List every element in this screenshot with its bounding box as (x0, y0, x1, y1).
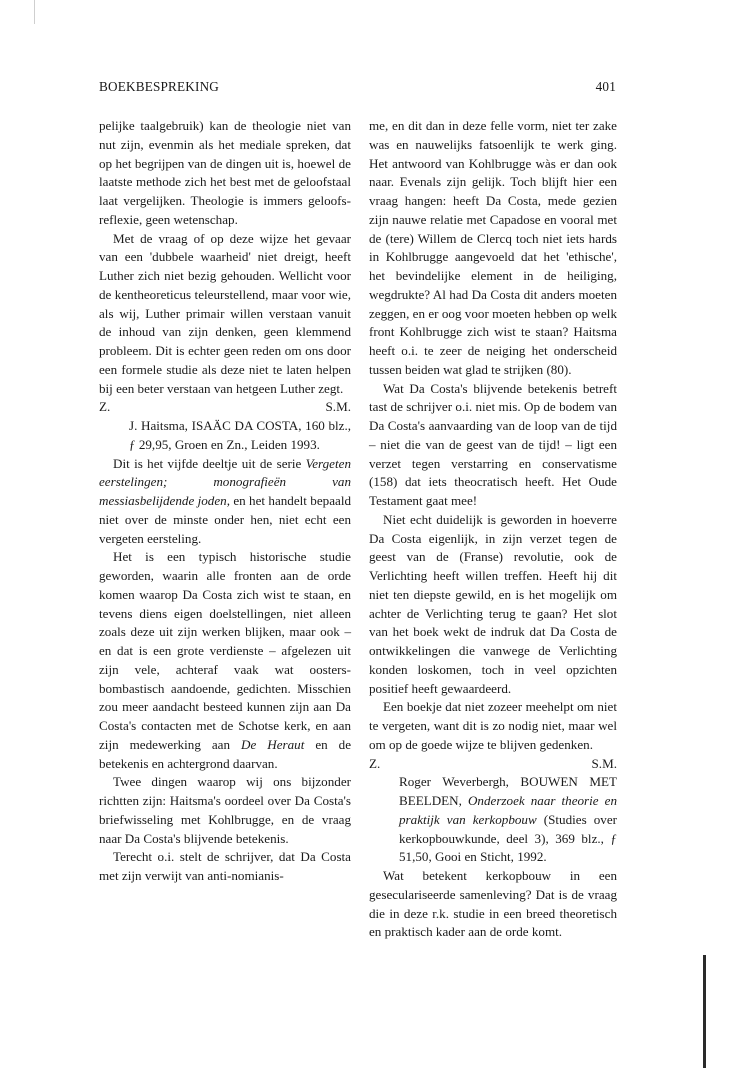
right-column (369, 117, 617, 942)
book-subtitle: Onderzoek naar theorie en praktijk van kerkopbouw (399, 793, 618, 827)
scan-edge-mark (703, 955, 706, 1068)
paragraph: Wat betekent kerkopbouw in een geseculariseerde samenleving? Dat is de vraag die in deze r.k. studie in een breed theoretisch en praktisch kader aan de orde komt. (369, 868, 617, 940)
paragraph: Terecht o.i. stelt de schrijver, dat Da Costa met zijn verwijt van anti-nomianis- (99, 849, 351, 883)
text-run: (Studies over kerkopbouwkunde, deel 3), 369 blz., ƒ 51,50, Gooi en Sticht, 1992. (399, 811, 617, 865)
left-column (99, 117, 351, 886)
paragraph (99, 548, 351, 773)
signature-initials: S.M. (591, 755, 617, 771)
scan-edge-mark (34, 0, 35, 24)
signature-place: Z. (99, 399, 111, 415)
periodical-title: De Heraut (241, 736, 305, 752)
paragraph: Wat Da Costa's blijvende betekenis betreft tast de schrijver o.i. niet mis. Op de bodem van Da Costa's aanvaarding van de loop van de tijd – niet die van de geest van de tijd! – ligt een verzet tegen verstarring en conservatisme (158) dat iets theocratisch heeft. Het Oude Testament gaat mee! (369, 380, 617, 508)
review-signature (369, 755, 617, 774)
text-run: Dit is het vijfde deeltje uit de serie (113, 455, 306, 471)
text-run: en het handelt bepaald niet over de minste onder hen, niet echt een vergeten eersteling. (99, 493, 352, 546)
paragraph: Twee dingen waarop wij ons bijzonder richtten zijn: Haitsma's oordeel over Da Costa's briefwisseling met Kohlbrugge, en de vraag naar Da Costa's blijvende betekenis. (99, 774, 351, 846)
text-run: Het is een typisch historische studie geworden, waarin alle fronten aan de orde komen waarop Da Costa zich wist te staan, en tevens diens eigen doelstellingen, niet alleen zoals deze uit zijn werken blijken, maar ook – en dat is een grote verdienste – afgelezen uit zijn vele, achteraf vaak wat oosters-bombastisch aandoende, gedichten. Misschien zou meer aandacht besteed kunnen zijn aan Da Costa's contacten met de Schotse kerk, en aan zijn medewerking aan (99, 549, 351, 752)
text-run: en de betekenis en achtergrond daarvan. (99, 736, 352, 771)
book-reference (369, 773, 617, 867)
signature-place: Z. (369, 755, 381, 771)
paragraph: Niet echt duidelijk is geworden in hoeverre Da Costa eigenlijk, in zijn verzet tegen de geest van de (Franse) revolutie, ook de Verlichting heeft willen treffen. Heeft hij dit niet ten diepste gewild, en is het mogelijk om achter de Verlichting terug te gaan? Het slot van het boek wekt de indruk dat Da Costa de ontwikkelingen die vanwege de Verlichting konden loskomen, toch in veel opzichten positief heeft gewaardeerd. (369, 511, 617, 696)
text-run: Roger Weverbergh, BOUWEN MET BEELDEN, (399, 774, 617, 808)
review-signature (99, 398, 351, 417)
book-reference: J. Haitsma, ISAÄC DA COSTA, 160 blz., ƒ 29,95, Groen en Zn., Leiden 1993. (129, 418, 351, 452)
series-title: Vergeten eerstelingen; monografieën van messiasbelijdende joden, (99, 455, 351, 508)
paragraph: Met de vraag of op deze wijze het gevaar van een 'dubbele waarheid' niet dreigt, heeft Luther zich niet bezig gehouden. Wellicht voor de kentheoreticus teleurstellend, maar voor wie, als wij, Luther primair willen verstaan vanuit de inhoud van zijn denken, geen klemmend probleem. Dit is echter geen reden om ons door een formele studie als deze niet te laten helpen bij een beter verstaan van hetgeen Luther zegt. (99, 230, 351, 396)
paragraph: pelijke taalgebruik) kan de theologie niet van nut zijn, evenmin als het mediale spreken, dat op het begrijpen van de dingen uit is, hoewel de laatste methode zich het best met de geloofstaal laat vergelijken. Theologie is immers geloofs-reflexie, geen wetenschap. (99, 118, 351, 227)
signature-initials: S.M. (325, 399, 351, 415)
running-head-title: BOEKBESPREKING (99, 79, 220, 94)
running-head (99, 79, 616, 99)
page-number: 401 (595, 79, 616, 94)
paragraph (99, 455, 351, 549)
paragraph: me, en dit dan in deze felle vorm, niet ter zake was en nauwelijks fatsoenlijk te werk ging. Het antwoord van Kohlbrugge wàs er dan ook naar. Evenals zijn gelijk. Toch blijft hier een vraag hangen: heeft Da Costa, mede gezien zijn nauwe relatie met Capadose en vooral met de (tere) Willem de Clercq toch niet iets hards in Kohlbrugge aangevoeld dat het 'ethische', het bevindelijke element in de heiliging, wegdrukte? Al had Da Costa dit anders moeten zeggen, en er oog voor moeten hebben op welk front Kohlbrugge zich wist te staan? Haitsma heeft o.i. te zeer de neiging het onderscheid tussen beiden wat glad te strijken (80). (369, 118, 617, 377)
paragraph: Een boekje dat niet zozeer meehelpt om niet te vergeten, want dit is zo nodig niet, maar wel om op de goede wijze te blijven gedenken. (369, 699, 617, 752)
